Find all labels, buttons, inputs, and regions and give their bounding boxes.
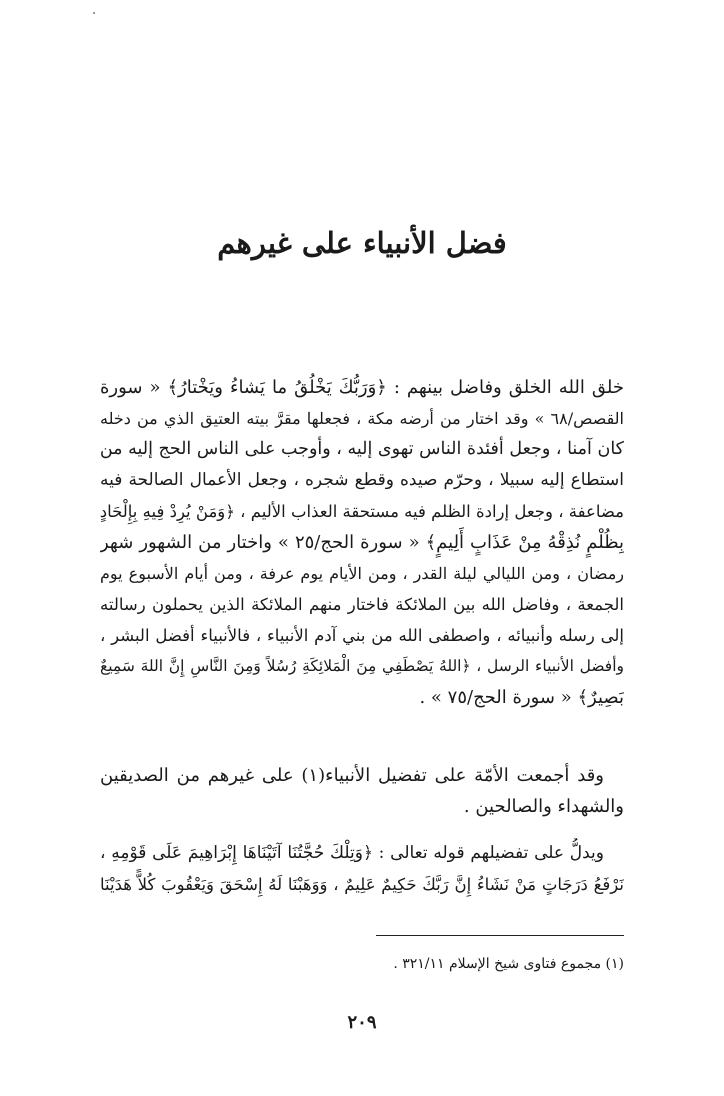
text-line: ويدلُّ على تفضيلهم قوله تعالى : ﴿وَتِلْكَ حُجَّتُنَا آتَيْنَاهَا إِبْرَاهِيمَ عَلَى قَوْمِهِ ، (100, 843, 604, 863)
text-line: بِظُلْمٍ نُذِقْهُ مِنْ عَذَابٍ أَلِيمٍ﴾ « سورة الحج/٢٥ » واختار من الشهور شهر (100, 532, 624, 553)
text-line: الجمعة ، وفاضل الله بين الملائكة فاختار منهم الملائكة الذين يحملون رسالته (100, 595, 624, 614)
page-number: ٢٠٩ (347, 1012, 377, 1033)
footnote: (١) مجموع فتاوى شيخ الإسلام ٣٢١/١١ . (393, 956, 624, 972)
text-line: بَصِيرٌ﴾ « سورة الحج/٧٥ » . (419, 687, 624, 708)
footnote-divider (376, 935, 624, 936)
paragraph-3 (100, 838, 624, 900)
text-line: وأفضل الأنبياء الرسل ، ﴿اللهُ يَصْطَفِي مِنَ الْمَلائِكَةِ رُسُلاً وَمِنَ النَّاسِ إِنَّ اللهَ سَمِيعٌ (100, 657, 624, 675)
text-line: القصص/٦٨ » وقد اختار من أرضه مكة ، فجعلها مقرَّ بيته العتيق الذي من دخله (100, 409, 624, 428)
text-line: نَرْفَعُ دَرَجَاتٍ مَنْ نَشَاءُ إِنَّ رَبَّكَ حَكِيمٌ عَلِيمٌ ، وَوَهَبْنَا لَهُ إِسْحَقَ وَيَعْقُوبَ كُلاًّ هَدَيْنَا (100, 875, 624, 894)
paragraph-2 (100, 760, 624, 822)
text-line: مضاعفة ، وجعل إرادة الظلم فيه مستحقة العذاب الأليم ، ﴿وَمَنْ يُرِدْ فِيهِ بِإِلْحَادٍ (100, 502, 624, 521)
chapter-title: فضل الأنبياء على غيرهم (217, 226, 507, 260)
text-line: خلق الله الخلق وفاضل بينهم : ﴿وَرَبُّكَ يَخْلُقُ ما يَشاءُ ويَخْتارُ﴾ « سورة (100, 377, 624, 398)
text-line: والشهداء والصالحين . (463, 796, 624, 817)
scan-speck (93, 12, 95, 14)
paragraph-1 (100, 372, 624, 713)
text-line: إلى رسله وأنبيائه ، واصطفى الله من بني آدم الأنبياء ، فالأنبياء أفضل البشر ، (100, 626, 624, 645)
text-line: رمضان ، ومن الليالي ليلة القدر ، ومن الأيام يوم عرفة ، ومن أيام الأسبوع يوم (100, 564, 624, 583)
text-line: وقد أجمعت الأمّة على تفضيل الأنبياء(١) على غيرهم من الصديقين (100, 765, 604, 786)
text-line: كان آمنا ، وجعل أفئدة الناس تهوى إليه ، وأوجب على الناس الحج إليه من (100, 439, 624, 459)
text-line: استطاع إليه سبيلا ، وحرّم صيده وقطع شجره ، وجعل الأعمال الصالحة فيه (100, 470, 624, 490)
